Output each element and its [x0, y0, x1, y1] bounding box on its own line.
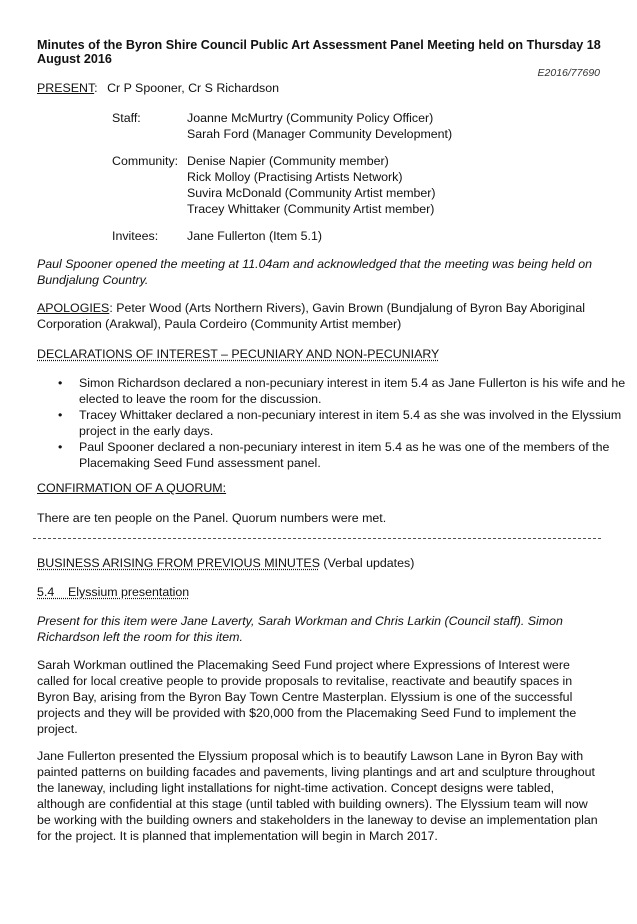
- apologies-heading: APOLOGIES: [37, 301, 110, 315]
- quorum-heading: CONFIRMATION OF A QUORUM:: [37, 481, 227, 495]
- staff-list: [187, 110, 452, 142]
- community-list: [187, 153, 436, 217]
- staff-member: Joanne McMurtry (Community Policy Officer): [187, 111, 434, 125]
- apologies-text: : Peter Wood (Arts Northern Rivers), Gavin Brown (Bundjalung of Byron Bay Aboriginal Corporation (Arakwal), Paula Cordeiro (Community Artist member): [37, 301, 585, 331]
- opening-statement: Paul Spooner opened the meeting at 11.04am and acknowledged that the meeting was being held on Bundjalung Country.: [37, 257, 592, 287]
- business-heading-suffix: (Verbal updates): [319, 556, 415, 570]
- list-item: • Simon Richardson declared a non-pecuniary interest in item 5.4 as Jane Fullerton is his wife and he elected to leave the room for the discussion.: [79, 375, 637, 407]
- item-paragraph-1: Sarah Workman outlined the Placemaking Seed Fund project where Expressions of Interest were called for local creative people to provide proposals to revitalise, reactivate and beautify spaces in Byron Bay, arising from the Byron Bay Town Centre Masterplan. Elyssium is one of the successful projects and they will be provided with $20,000 from the Placemaking Seed Fund to implement the project.: [37, 658, 577, 736]
- item-heading: 5.4 Elyssium presentation: [37, 585, 190, 599]
- invitees-label: Invitees:: [112, 229, 159, 243]
- declarations-list: [37, 375, 637, 471]
- list-item: • Paul Spooner declared a non-pecuniary interest in item 5.4 as he was one of the members of the Placemaking Seed Fund assessment panel.: [79, 439, 637, 471]
- declarations-heading: DECLARATIONS OF INTEREST – PECUNIARY AND NON-PECUNIARY: [37, 347, 440, 361]
- business-heading-line: [37, 555, 414, 571]
- community-label: Community:: [112, 154, 179, 168]
- present-line: [37, 80, 279, 96]
- staff-label: Staff:: [112, 111, 141, 125]
- community-member: Suvira McDonald (Community Artist member): [187, 186, 436, 200]
- quorum-text: There are ten people on the Panel. Quorum numbers were met.: [37, 511, 387, 525]
- invitee: Jane Fullerton (Item 5.1): [187, 229, 322, 243]
- document-title: Minutes of the Byron Shire Council Public Art Assessment Panel Meeting held on Thursday 18 August 2016: [37, 38, 601, 66]
- item-attendance-note: Present for this item were Jane Laverty, Sarah Workman and Chris Larkin (Council staff). Simon Richardson left the room for this item.: [37, 614, 563, 644]
- community-member: Tracey Whittaker (Community Artist member): [187, 202, 435, 216]
- present-colon: :: [94, 81, 98, 95]
- staff-member: Sarah Ford (Manager Community Development): [187, 127, 453, 141]
- business-heading: BUSINESS ARISING FROM PREVIOUS MINUTES: [37, 556, 320, 570]
- apologies-paragraph: [37, 300, 602, 332]
- present-members: Cr P Spooner, Cr S Richardson: [107, 81, 280, 95]
- document-reference: E2016/77690: [537, 67, 600, 79]
- item-paragraph-2: Jane Fullerton presented the Elyssium proposal which is to beautify Lawson Lane in Byron Bay with painted patterns on building facades and pavements, living plantings and art and sculpture throughout the laneway, including light installations for night-time activation. Concept designs were tabled, although are confidential at this stage (until tabled with building owners). The Elyssium team will now be working with the building owners and stakeholders in the laneway to devise an implementation plan for the project. It is planned that implementation will begin in March 2017.: [37, 749, 598, 843]
- community-member: Denise Napier (Community member): [187, 154, 389, 168]
- section-divider: [33, 538, 601, 539]
- invitees-list: [187, 228, 322, 244]
- community-member: Rick Molloy (Practising Artists Network): [187, 170, 403, 184]
- present-heading: PRESENT: [37, 81, 95, 95]
- list-item: • Tracey Whittaker declared a non-pecuniary interest in item 5.4 as she was involved in the Elyssium project in the early days.: [79, 407, 637, 439]
